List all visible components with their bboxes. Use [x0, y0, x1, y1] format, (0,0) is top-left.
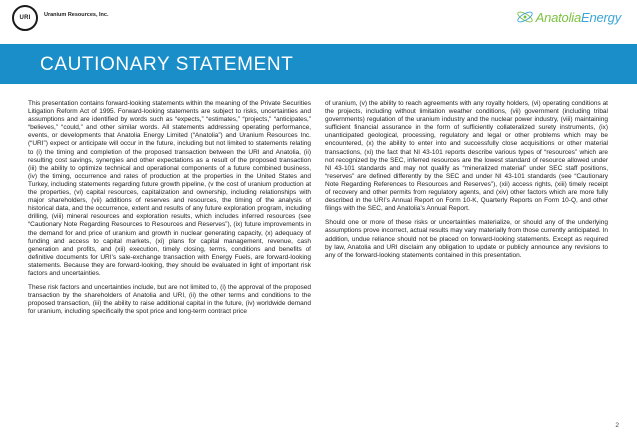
right-paragraph-2: Should one or more of these risks or uncertainties materialize, or should any of the underlying assumptions prove incorrect, actual results may vary materially from those currently anticipated. In addition, undue reliance should not be placed on forward-looking statements. Except as required by law, Anatolia and URI disclaim any obligation to update or publicly announce any revisions to any of the forward-looking statements contained in this presentation. — [325, 219, 608, 259]
uri-logo-text: URI — [19, 15, 31, 21]
uri-logo — [12, 5, 38, 31]
left-paragraph-1: This presentation contains forward-looking statements within the meaning of the Private Securities Litigation Reform Act of 1995. Forward-looking statements are subject to risks, uncertainties and assumptions and are identified by words such as “expects,” “estimates,” “projects,” “anticipates,” “believes,” “could,” and other similar words. All statements addressing operating performance, events, or developments that Anatolia Energy Limited (“Anatolia”) and Uranium Resources Inc. (“URI”) expect or anticipate will occur in the future, including but not limited to statements relating to (i) the timing and completion of the proposed transaction between the URI and Anatolia, (ii) resulting cost savings, synergies and other expectations as a result of the proposed transaction (iii) the ability to optimize technical and operational components of a future combined business, (iv) the timing, occurrence and rates of production at the properties in the United States and Turkey, including statements regarding future growth pipeline, (v the cost of uranium production at the properties, (vi) capital resources, capitalization and ownership, including relationships with major shareholders, (vii) additions of reserves and resources, the timing of the analysis of historical data, and the occurrence, extent and results of any future exploration program, including drilling, (viii) mineral resources and exploration results, which includes inferred resources (see “Cautionary Note Regarding Resources to Resources and Reserves”), (ix) future improvements in the demand for and price of uranium and growth in nuclear generating capacity, (x) adequacy of funding and access to capital markets, (xi) plans for capital management, revenue, cash generation and profits, and (xii) execution, timely closing, terms, conditions and benefits of definitive documents for URI’s sale-exchange transaction with Energy Fuels, are forward-looking statements. Because they are forward-looking, they should be evaluated in light of important risk factors and uncertainties. — [28, 100, 311, 277]
left-paragraph-2: These risk factors and uncertainties include, but are not limited to, (i) the approval of the proposed transaction by the shareholders of Anatolia and URI, (ii) the other terms and conditions to the proposed transaction, (iii) the ability to raise additional capital in the future, (iv) worldwide demand for uranium, including specifically the spot price and long-term contract price — [28, 284, 311, 316]
anatolia-wordmark — [536, 10, 621, 25]
right-column — [325, 100, 608, 266]
anatolia-wordmark-part2: Energy — [581, 9, 621, 25]
atom-icon — [516, 8, 534, 26]
uri-company-name: Uranium Resources, Inc. — [44, 12, 109, 18]
anatolia-logo — [516, 8, 621, 26]
header-bar — [0, 0, 637, 38]
page-title: CAUTIONARY STATEMENT — [40, 54, 294, 75]
anatolia-wordmark-part1: Anatolia — [535, 9, 581, 25]
title-banner — [0, 44, 637, 84]
right-paragraph-1: of uranium, (v) the ability to reach agreements with any royalty holders, (vi) operating conditions at the projects, including without limitation weather conditions, (vii) government (including tribal governments) regulation of the uranium industry and the nuclear power industry, (viii) maintaining sufficient financial assurance in the form of sufficiently collateralized surety instruments, (ix) unanticipated geological, processing, regulatory and legal or other problems which may be encountered, (x) the ability to enter into and successfully close acquisitions or other material transactions, (xi) the fact that NI 43-101 reports describe various types of “resources” which are not recognized by the SEC, inferred resources are the lowest standard of resource allowed under NI 43-101 standards and may not qualify as “mineralized material” under SEC staff positions, “reserves” are defined differently by the SEC and under NI 43-101 standards (see “Cautionary Note Regarding References to Resources and Reserves”), (xii) access rights, (xiii) timely receipt of recovery and other permits from regulatory agents, and (xiv) other factors which are more fully described in the URI’s Annual Report on Form 10-K, Quarterly Reports on Form 10-Q, and other filings with the SEC, and Anatolia’s Annual Report. — [325, 100, 608, 213]
page-number: 2 — [615, 422, 619, 429]
left-column — [28, 100, 311, 322]
